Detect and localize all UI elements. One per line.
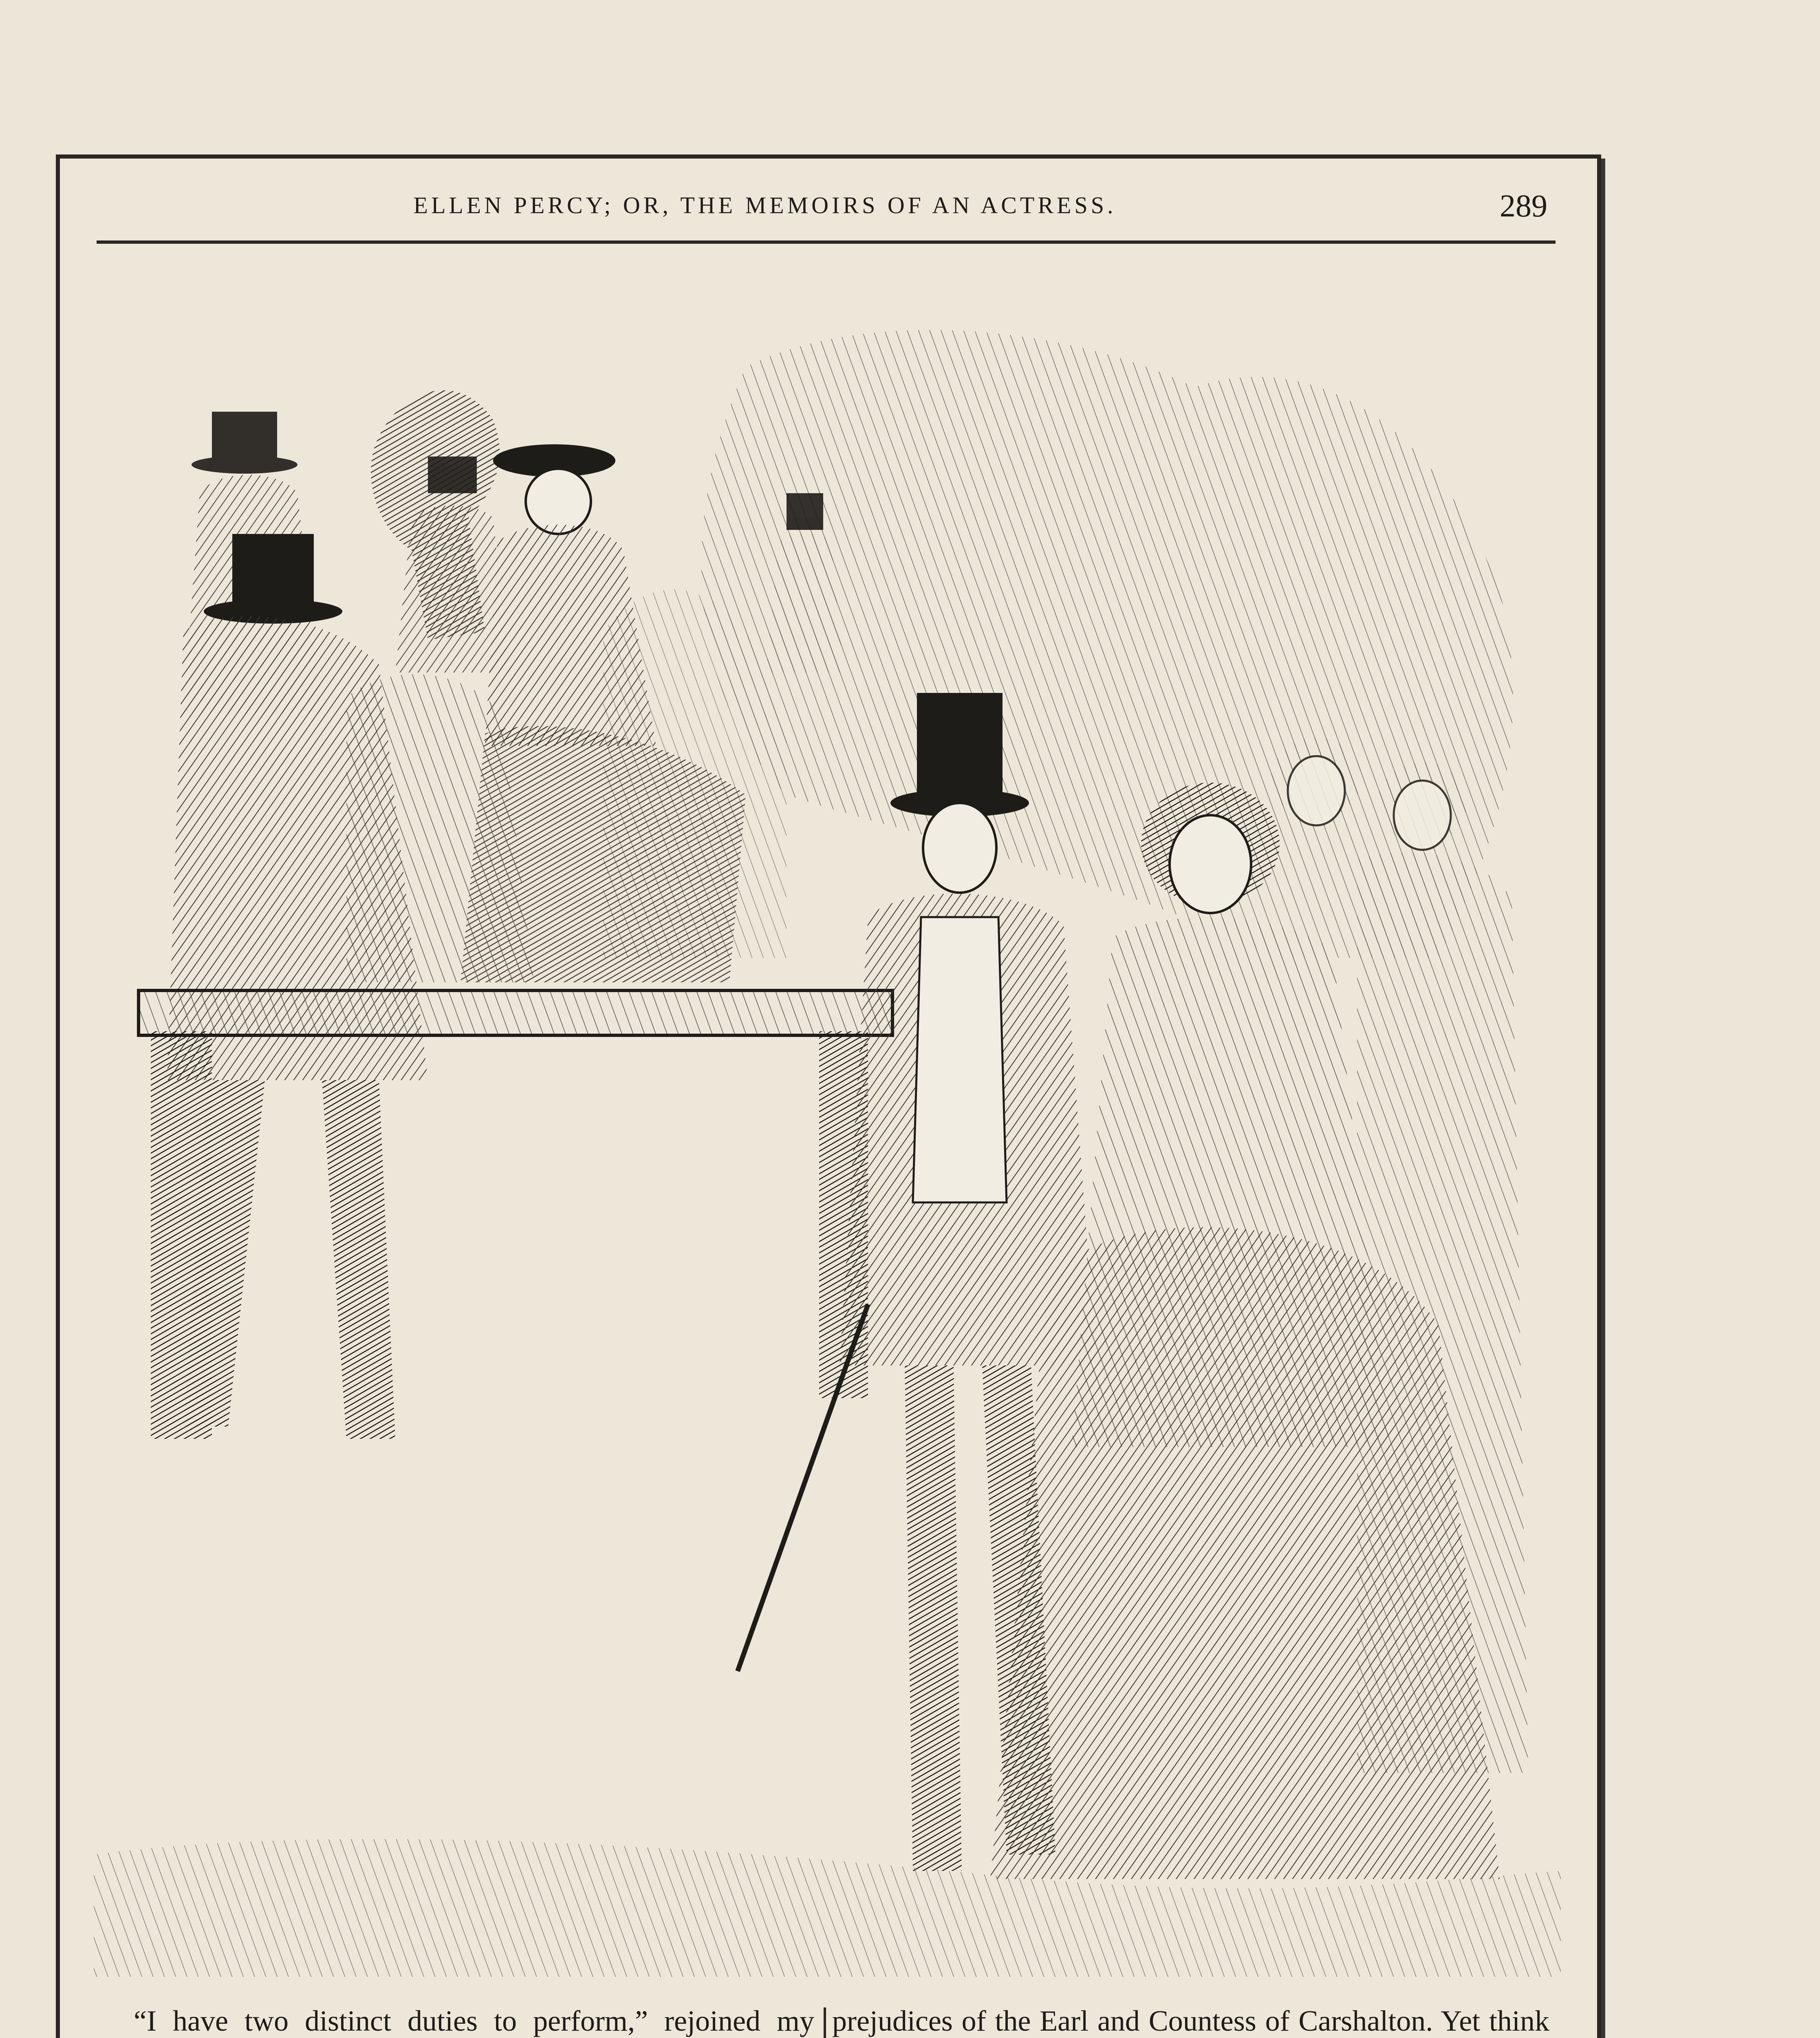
engraving-image (94, 265, 1561, 1977)
column-divider (824, 2007, 826, 2038)
running-title: ELLEN PERCY; OR, THE MEMOIRS OF AN ACTRESS. (413, 192, 1117, 218)
paragraph-continuation: prejudices of the Earl and Countess of Carshalton. Yet think (832, 2005, 1549, 2037)
page-number: 289 (1500, 188, 1547, 223)
running-header (97, 179, 1556, 244)
text-column-right (832, 2003, 1549, 2038)
text-column-left (97, 2003, 814, 2038)
paragraph: “I have two distinct duties to perform,” rejoined my (134, 2005, 814, 2037)
engraving-illustration (94, 265, 1561, 1977)
